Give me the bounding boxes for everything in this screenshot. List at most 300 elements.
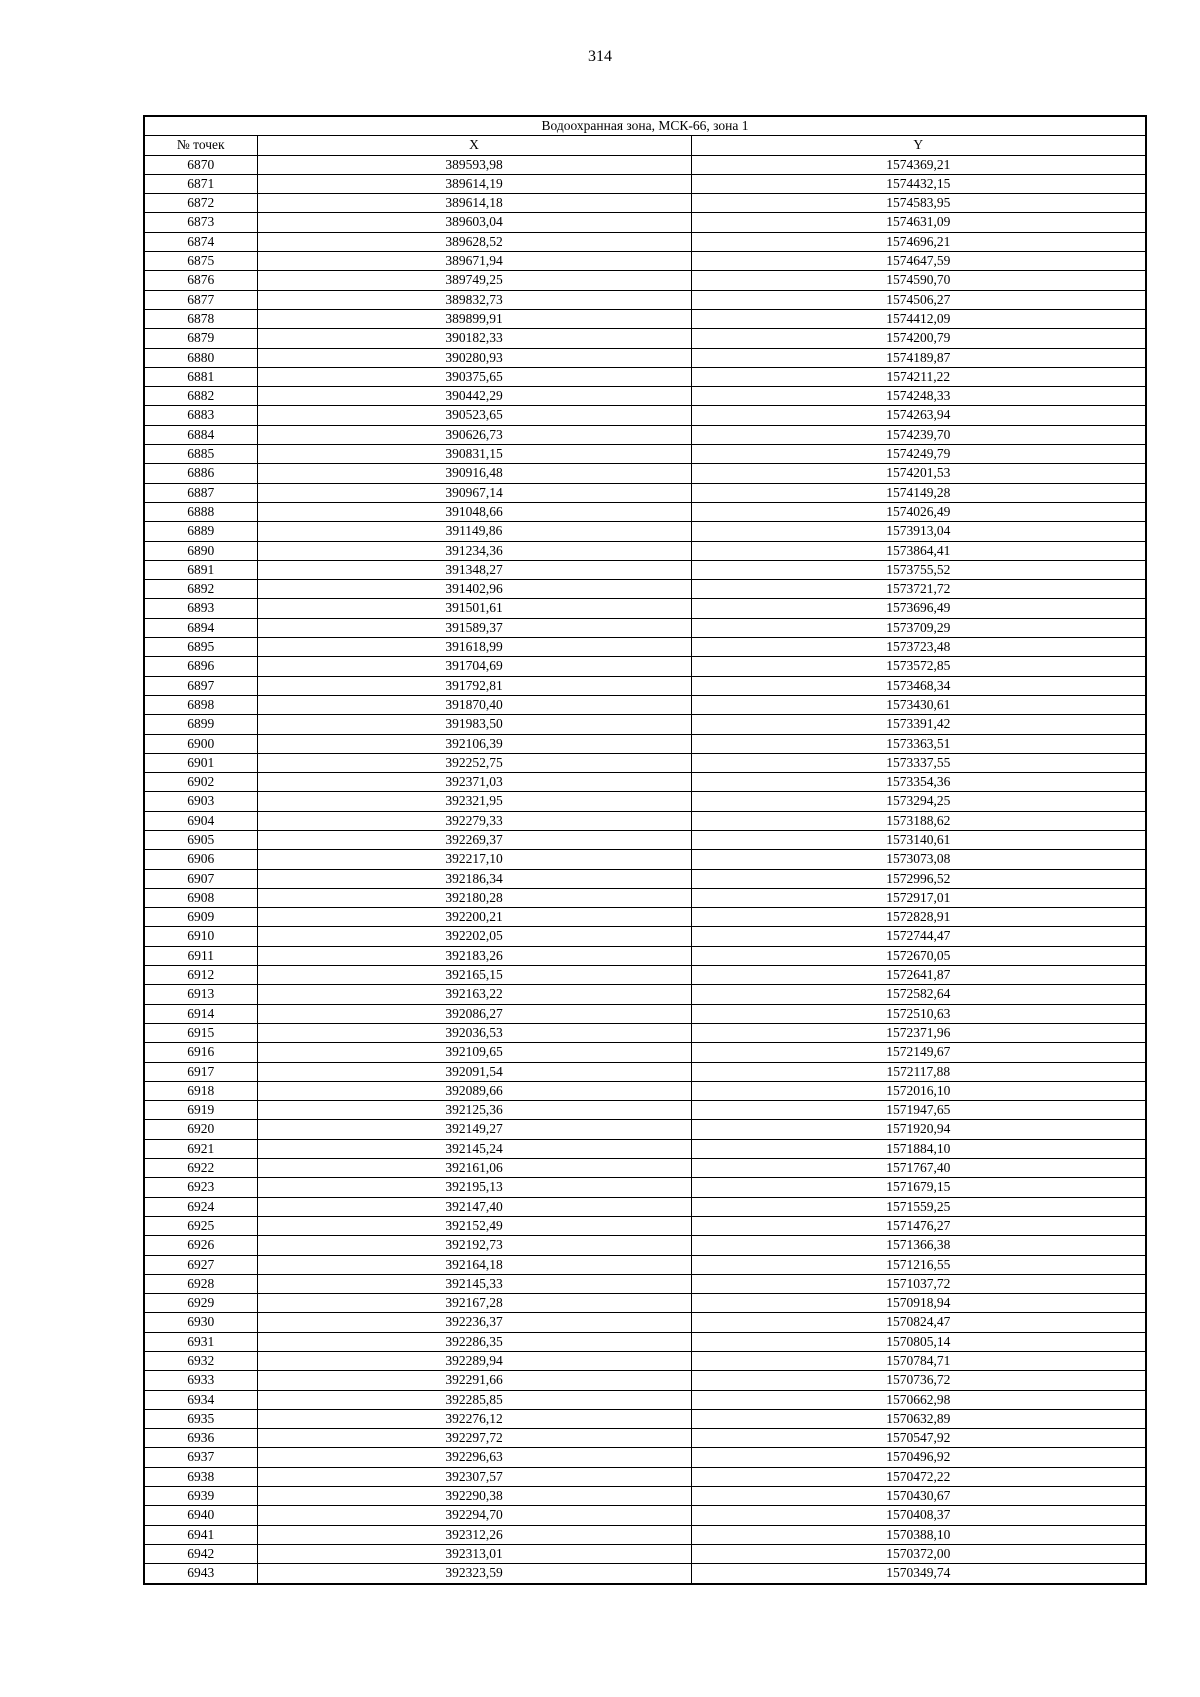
x-cell: 392036,53	[257, 1023, 691, 1042]
table-row	[144, 985, 1146, 1004]
x-cell: 389832,73	[257, 290, 691, 309]
table-row	[144, 541, 1146, 560]
point-number-cell: 6923	[144, 1178, 257, 1197]
point-number-cell: 6930	[144, 1313, 257, 1332]
x-cell: 389671,94	[257, 252, 691, 271]
table-row	[144, 1274, 1146, 1293]
y-cell: 1571947,65	[691, 1101, 1146, 1120]
y-cell: 1574432,15	[691, 174, 1146, 193]
table-row	[144, 1120, 1146, 1139]
table-row	[144, 1332, 1146, 1351]
y-cell: 1571476,27	[691, 1216, 1146, 1235]
point-number-cell: 6905	[144, 830, 257, 849]
point-number-cell: 6898	[144, 695, 257, 714]
y-cell: 1570805,14	[691, 1332, 1146, 1351]
point-number-cell: 6875	[144, 252, 257, 271]
y-cell: 1572016,10	[691, 1081, 1146, 1100]
page-number: 314	[588, 48, 612, 65]
table-row	[144, 1448, 1146, 1467]
table-row	[144, 1004, 1146, 1023]
table-row	[144, 1390, 1146, 1409]
table-row	[144, 1506, 1146, 1525]
table-row	[144, 1216, 1146, 1235]
table-row	[144, 194, 1146, 213]
y-cell: 1570824,47	[691, 1313, 1146, 1332]
x-cell: 390442,29	[257, 387, 691, 406]
point-number-cell: 6911	[144, 946, 257, 965]
point-number-cell: 6908	[144, 888, 257, 907]
y-cell: 1572582,64	[691, 985, 1146, 1004]
y-cell: 1572510,63	[691, 1004, 1146, 1023]
y-cell: 1574647,59	[691, 252, 1146, 271]
y-cell: 1574583,95	[691, 194, 1146, 213]
table-row	[144, 792, 1146, 811]
x-cell: 392294,70	[257, 1506, 691, 1525]
table-row	[144, 1023, 1146, 1042]
point-number-cell: 6885	[144, 445, 257, 464]
x-cell: 392200,21	[257, 908, 691, 927]
table-row	[144, 599, 1146, 618]
y-cell: 1572670,05	[691, 946, 1146, 965]
x-cell: 389628,52	[257, 232, 691, 251]
point-number-cell: 6932	[144, 1352, 257, 1371]
table-row	[144, 1178, 1146, 1197]
x-cell: 392145,24	[257, 1139, 691, 1158]
point-number-cell: 6907	[144, 869, 257, 888]
y-cell: 1571884,10	[691, 1139, 1146, 1158]
table-row	[144, 1467, 1146, 1486]
table-row	[144, 1255, 1146, 1274]
x-cell: 392297,72	[257, 1429, 691, 1448]
point-number-cell: 6917	[144, 1062, 257, 1081]
table-row	[144, 1429, 1146, 1448]
table-row	[144, 445, 1146, 464]
x-cell: 392285,85	[257, 1390, 691, 1409]
table-row	[144, 1043, 1146, 1062]
point-number-cell: 6900	[144, 734, 257, 753]
x-cell: 391348,27	[257, 560, 691, 579]
x-cell: 390967,14	[257, 483, 691, 502]
table-row	[144, 1139, 1146, 1158]
point-number-cell: 6926	[144, 1236, 257, 1255]
point-number-cell: 6876	[144, 271, 257, 290]
x-cell: 389899,91	[257, 309, 691, 328]
point-number-cell: 6941	[144, 1525, 257, 1544]
point-number-cell: 6924	[144, 1197, 257, 1216]
table-row	[144, 483, 1146, 502]
point-number-cell: 6904	[144, 811, 257, 830]
y-cell: 1572917,01	[691, 888, 1146, 907]
y-cell: 1571216,55	[691, 1255, 1146, 1274]
point-number-cell: 6910	[144, 927, 257, 946]
table-row	[144, 348, 1146, 367]
y-cell: 1573140,61	[691, 830, 1146, 849]
table-row	[144, 290, 1146, 309]
y-cell: 1570372,00	[691, 1544, 1146, 1563]
x-cell: 392125,36	[257, 1101, 691, 1120]
table-row	[144, 695, 1146, 714]
x-cell: 390182,33	[257, 329, 691, 348]
point-number-cell: 6893	[144, 599, 257, 618]
y-cell: 1574412,09	[691, 309, 1146, 328]
x-cell: 392323,59	[257, 1564, 691, 1584]
point-number-cell: 6870	[144, 155, 257, 174]
point-number-cell: 6902	[144, 773, 257, 792]
point-number-cell: 6884	[144, 425, 257, 444]
x-cell: 391704,69	[257, 657, 691, 676]
table-row	[144, 1564, 1146, 1584]
x-cell: 391149,86	[257, 522, 691, 541]
y-cell: 1574506,27	[691, 290, 1146, 309]
point-number-cell: 6925	[144, 1216, 257, 1235]
table-row	[144, 927, 1146, 946]
point-number-cell: 6916	[144, 1043, 257, 1062]
table-row	[144, 1313, 1146, 1332]
y-cell: 1573572,85	[691, 657, 1146, 676]
table-row	[144, 1197, 1146, 1216]
table-row	[144, 753, 1146, 772]
point-number-cell: 6914	[144, 1004, 257, 1023]
table-row	[144, 560, 1146, 579]
table-title: Водоохранная зона, МСК-66, зона 1	[144, 116, 1146, 136]
point-number-cell: 6903	[144, 792, 257, 811]
table-row	[144, 946, 1146, 965]
x-cell: 392109,65	[257, 1043, 691, 1062]
table-row	[144, 1371, 1146, 1390]
point-number-cell: 6931	[144, 1332, 257, 1351]
point-number-cell: 6943	[144, 1564, 257, 1584]
point-number-cell: 6892	[144, 580, 257, 599]
x-cell: 390375,65	[257, 367, 691, 386]
table-row	[144, 387, 1146, 406]
x-cell: 392312,26	[257, 1525, 691, 1544]
x-cell: 390916,48	[257, 464, 691, 483]
x-cell: 392147,40	[257, 1197, 691, 1216]
x-cell: 392161,06	[257, 1159, 691, 1178]
y-cell: 1572996,52	[691, 869, 1146, 888]
table-row	[144, 1101, 1146, 1120]
table-row	[144, 1159, 1146, 1178]
table-row	[144, 252, 1146, 271]
y-cell: 1573363,51	[691, 734, 1146, 753]
y-cell: 1573468,34	[691, 676, 1146, 695]
y-cell: 1574263,94	[691, 406, 1146, 425]
y-cell: 1572117,88	[691, 1062, 1146, 1081]
table-row	[144, 1081, 1146, 1100]
point-number-cell: 6915	[144, 1023, 257, 1042]
y-cell: 1570662,98	[691, 1390, 1146, 1409]
y-cell: 1573354,36	[691, 773, 1146, 792]
table-row	[144, 908, 1146, 927]
x-cell: 392149,27	[257, 1120, 691, 1139]
y-cell: 1574590,70	[691, 271, 1146, 290]
table-row	[144, 1294, 1146, 1313]
table-row	[144, 1544, 1146, 1563]
x-cell: 391402,96	[257, 580, 691, 599]
y-cell: 1574026,49	[691, 502, 1146, 521]
point-number-cell: 6942	[144, 1544, 257, 1563]
x-cell: 391501,61	[257, 599, 691, 618]
x-cell: 392321,95	[257, 792, 691, 811]
y-cell: 1573294,25	[691, 792, 1146, 811]
y-cell: 1570388,10	[691, 1525, 1146, 1544]
table-row	[144, 309, 1146, 328]
x-cell: 392307,57	[257, 1467, 691, 1486]
x-cell: 392164,18	[257, 1255, 691, 1274]
y-cell: 1570408,37	[691, 1506, 1146, 1525]
table-row	[144, 1525, 1146, 1544]
x-cell: 392217,10	[257, 850, 691, 869]
y-cell: 1573188,62	[691, 811, 1146, 830]
x-cell: 389603,04	[257, 213, 691, 232]
point-number-cell: 6879	[144, 329, 257, 348]
x-cell: 392289,94	[257, 1352, 691, 1371]
table-row	[144, 1409, 1146, 1428]
table-row	[144, 329, 1146, 348]
point-number-cell: 6872	[144, 194, 257, 213]
point-number-cell: 6933	[144, 1371, 257, 1390]
point-number-cell: 6873	[144, 213, 257, 232]
point-number-cell: 6897	[144, 676, 257, 695]
x-cell: 392152,49	[257, 1216, 691, 1235]
point-number-cell: 6913	[144, 985, 257, 1004]
y-cell: 1571037,72	[691, 1274, 1146, 1293]
table-body	[144, 155, 1146, 1583]
x-cell: 389593,98	[257, 155, 691, 174]
x-cell: 392163,22	[257, 985, 691, 1004]
point-number-cell: 6912	[144, 966, 257, 985]
x-cell: 392313,01	[257, 1544, 691, 1563]
y-cell: 1571920,94	[691, 1120, 1146, 1139]
table-row	[144, 676, 1146, 695]
y-cell: 1573755,52	[691, 560, 1146, 579]
x-cell: 392291,66	[257, 1371, 691, 1390]
coordinates-table	[143, 115, 1147, 1585]
x-cell: 392195,13	[257, 1178, 691, 1197]
y-cell: 1572641,87	[691, 966, 1146, 985]
y-cell: 1574631,09	[691, 213, 1146, 232]
y-cell: 1571767,40	[691, 1159, 1146, 1178]
y-cell: 1573337,55	[691, 753, 1146, 772]
table-row	[144, 715, 1146, 734]
point-number-cell: 6928	[144, 1274, 257, 1293]
point-number-cell: 6882	[144, 387, 257, 406]
x-cell: 392252,75	[257, 753, 691, 772]
table-row	[144, 155, 1146, 174]
point-number-cell: 6901	[144, 753, 257, 772]
point-number-cell: 6934	[144, 1390, 257, 1409]
point-number-cell: 6906	[144, 850, 257, 869]
y-cell: 1570349,74	[691, 1564, 1146, 1584]
table-row	[144, 367, 1146, 386]
y-cell: 1573696,49	[691, 599, 1146, 618]
x-cell: 391870,40	[257, 695, 691, 714]
point-number-cell: 6938	[144, 1467, 257, 1486]
point-number-cell: 6888	[144, 502, 257, 521]
y-cell: 1572371,96	[691, 1023, 1146, 1042]
table-row	[144, 406, 1146, 425]
table-row	[144, 464, 1146, 483]
point-number-cell: 6929	[144, 1294, 257, 1313]
y-cell: 1573709,29	[691, 618, 1146, 637]
table-row	[144, 1236, 1146, 1255]
x-cell: 391589,37	[257, 618, 691, 637]
table-row	[144, 869, 1146, 888]
x-cell: 392202,05	[257, 927, 691, 946]
point-number-cell: 6895	[144, 638, 257, 657]
y-cell: 1573073,08	[691, 850, 1146, 869]
x-cell: 392290,38	[257, 1487, 691, 1506]
point-number-cell: 6927	[144, 1255, 257, 1274]
point-number-cell: 6909	[144, 908, 257, 927]
x-cell: 392296,63	[257, 1448, 691, 1467]
x-cell: 389749,25	[257, 271, 691, 290]
table-row	[144, 830, 1146, 849]
table-row	[144, 174, 1146, 193]
y-cell: 1573864,41	[691, 541, 1146, 560]
table-row	[144, 425, 1146, 444]
x-cell: 392286,35	[257, 1332, 691, 1351]
x-cell: 389614,19	[257, 174, 691, 193]
x-cell: 391048,66	[257, 502, 691, 521]
y-cell: 1573721,72	[691, 580, 1146, 599]
point-number-cell: 6889	[144, 522, 257, 541]
y-cell: 1570736,72	[691, 1371, 1146, 1390]
x-cell: 392186,34	[257, 869, 691, 888]
point-number-cell: 6920	[144, 1120, 257, 1139]
x-cell: 392145,33	[257, 1274, 691, 1293]
y-cell: 1574696,21	[691, 232, 1146, 251]
y-cell: 1572149,67	[691, 1043, 1146, 1062]
table-header-row	[144, 136, 1146, 155]
y-cell: 1570430,67	[691, 1487, 1146, 1506]
x-cell: 392236,37	[257, 1313, 691, 1332]
point-number-cell: 6891	[144, 560, 257, 579]
table-row	[144, 502, 1146, 521]
point-number-cell: 6937	[144, 1448, 257, 1467]
x-cell: 391618,99	[257, 638, 691, 657]
table-title-row	[144, 116, 1146, 136]
x-cell: 392086,27	[257, 1004, 691, 1023]
y-cell: 1574249,79	[691, 445, 1146, 464]
y-cell: 1572744,47	[691, 927, 1146, 946]
point-number-cell: 6878	[144, 309, 257, 328]
y-cell: 1574200,79	[691, 329, 1146, 348]
point-number-cell: 6940	[144, 1506, 257, 1525]
x-cell: 390626,73	[257, 425, 691, 444]
point-number-cell: 6871	[144, 174, 257, 193]
point-number-cell: 6874	[144, 232, 257, 251]
y-cell: 1574211,22	[691, 367, 1146, 386]
point-number-cell: 6877	[144, 290, 257, 309]
point-number-cell: 6883	[144, 406, 257, 425]
y-cell: 1570472,22	[691, 1467, 1146, 1486]
y-cell: 1573723,48	[691, 638, 1146, 657]
y-cell: 1570496,92	[691, 1448, 1146, 1467]
point-number-cell: 6899	[144, 715, 257, 734]
x-cell: 392276,12	[257, 1409, 691, 1428]
x-cell: 391792,81	[257, 676, 691, 695]
column-header-point-number: № точек	[144, 136, 257, 155]
y-cell: 1574369,21	[691, 155, 1146, 174]
table-row	[144, 580, 1146, 599]
point-number-cell: 6890	[144, 541, 257, 560]
x-cell: 392167,28	[257, 1294, 691, 1313]
table-row	[144, 271, 1146, 290]
x-cell: 392371,03	[257, 773, 691, 792]
table-row	[144, 850, 1146, 869]
x-cell: 392279,33	[257, 811, 691, 830]
x-cell: 392180,28	[257, 888, 691, 907]
x-cell: 392089,66	[257, 1081, 691, 1100]
x-cell: 391983,50	[257, 715, 691, 734]
point-number-cell: 6881	[144, 367, 257, 386]
table-row	[144, 213, 1146, 232]
point-number-cell: 6921	[144, 1139, 257, 1158]
y-cell: 1574149,28	[691, 483, 1146, 502]
table-row	[144, 1352, 1146, 1371]
point-number-cell: 6896	[144, 657, 257, 676]
table-row	[144, 888, 1146, 907]
x-cell: 391234,36	[257, 541, 691, 560]
point-number-cell: 6887	[144, 483, 257, 502]
table-row	[144, 966, 1146, 985]
x-cell: 392165,15	[257, 966, 691, 985]
table-row	[144, 657, 1146, 676]
y-cell: 1571679,15	[691, 1178, 1146, 1197]
table-row	[144, 773, 1146, 792]
x-cell: 392091,54	[257, 1062, 691, 1081]
table-row	[144, 618, 1146, 637]
table-row	[144, 232, 1146, 251]
y-cell: 1571559,25	[691, 1197, 1146, 1216]
x-cell: 389614,18	[257, 194, 691, 213]
table-row	[144, 522, 1146, 541]
point-number-cell: 6880	[144, 348, 257, 367]
point-number-cell: 6939	[144, 1487, 257, 1506]
point-number-cell: 6922	[144, 1159, 257, 1178]
point-number-cell: 6919	[144, 1101, 257, 1120]
y-cell: 1573430,61	[691, 695, 1146, 714]
y-cell: 1573391,42	[691, 715, 1146, 734]
x-cell: 392106,39	[257, 734, 691, 753]
point-number-cell: 6918	[144, 1081, 257, 1100]
x-cell: 390280,93	[257, 348, 691, 367]
table-row	[144, 1487, 1146, 1506]
table-row	[144, 1062, 1146, 1081]
x-cell: 392269,37	[257, 830, 691, 849]
point-number-cell: 6886	[144, 464, 257, 483]
y-cell: 1574239,70	[691, 425, 1146, 444]
y-cell: 1570784,71	[691, 1352, 1146, 1371]
y-cell: 1574201,53	[691, 464, 1146, 483]
y-cell: 1573913,04	[691, 522, 1146, 541]
y-cell: 1574248,33	[691, 387, 1146, 406]
y-cell: 1570547,92	[691, 1429, 1146, 1448]
column-header-x: X	[257, 136, 691, 155]
table-row	[144, 638, 1146, 657]
y-cell: 1572828,91	[691, 908, 1146, 927]
table-row	[144, 811, 1146, 830]
point-number-cell: 6935	[144, 1409, 257, 1428]
table-row	[144, 734, 1146, 753]
point-number-cell: 6936	[144, 1429, 257, 1448]
y-cell: 1570918,94	[691, 1294, 1146, 1313]
y-cell: 1570632,89	[691, 1409, 1146, 1428]
x-cell: 390523,65	[257, 406, 691, 425]
x-cell: 390831,15	[257, 445, 691, 464]
y-cell: 1574189,87	[691, 348, 1146, 367]
